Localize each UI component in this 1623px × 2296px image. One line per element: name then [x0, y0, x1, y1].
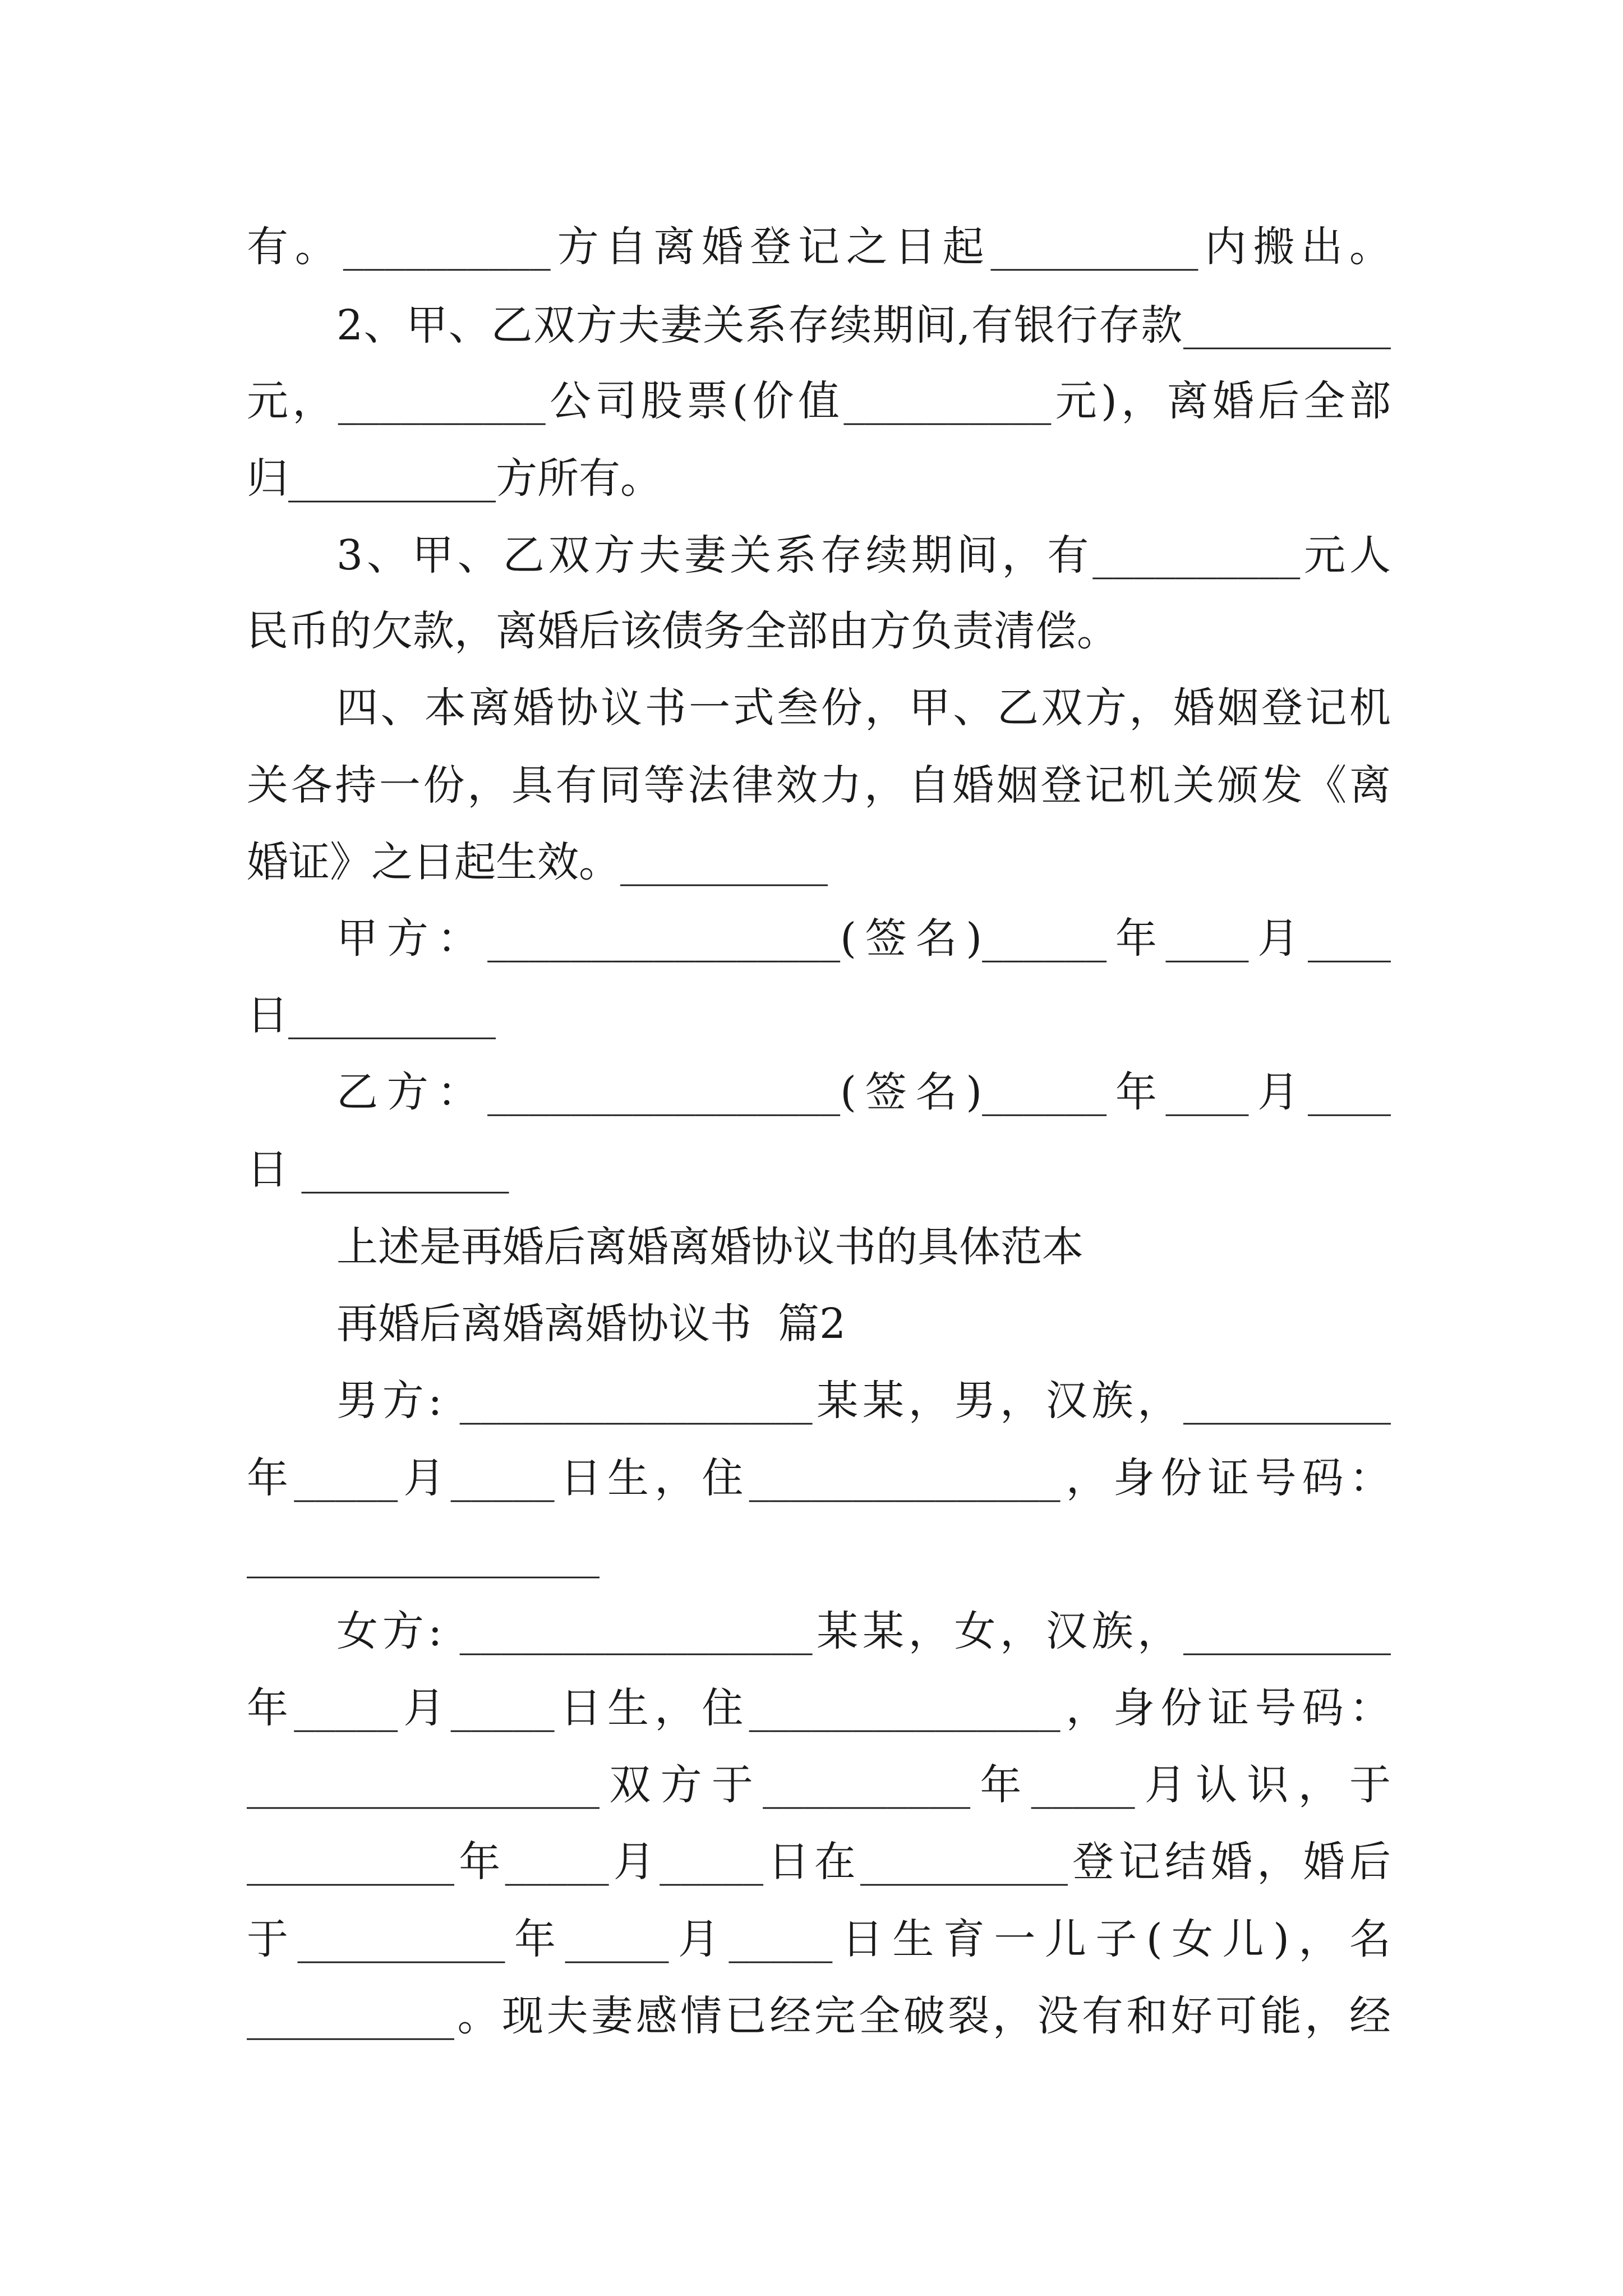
- text-line: 归__________方所有。: [247, 454, 662, 503]
- text-line: 女方: _________________某某，女，汉族，__________: [336, 1607, 1391, 1655]
- text-line: 有。__________方自离婚登记之日起__________内搬出。: [247, 223, 1391, 271]
- text-line: 关各持一份，具有同等法律效力，自婚姻登记机关颁发《离: [247, 761, 1391, 809]
- text-line: __________年_____月_____日在__________登记结婚，婚后: [247, 1838, 1391, 1886]
- text-line: 男方: _________________某某，男，汉族，__________: [336, 1377, 1391, 1425]
- text-line: 年_____月_____日生，住_______________，身份证号码：: [247, 1454, 1391, 1502]
- signature-line-party-a: 甲方：_________________(签名)______年____月____: [336, 914, 1391, 963]
- text-line: 民币的欠款，离婚后该债务全部由方负责清偿。: [247, 607, 1118, 655]
- signature-line-party-b: 乙方：_________________(签名)______年____月____: [336, 1068, 1391, 1116]
- text-line: 上述是再婚后离婚离婚协议书的具体范本: [336, 1223, 1083, 1271]
- text-line: 日__________: [247, 991, 496, 1039]
- text-line: 年_____月_____日生，住_______________，身份证号码：: [247, 1684, 1391, 1732]
- text-line: _________________双方于__________年_____月认识，于: [247, 1761, 1391, 1809]
- text-line: 2、甲、乙双方夫妻关系存续期间,有银行存款__________: [336, 301, 1391, 349]
- text-line: _________________: [247, 1530, 600, 1579]
- text-line: 婚证》之日起生效。__________: [247, 838, 828, 886]
- text-line: 于__________年_____月_____日生育一儿子(女儿)，名: [247, 1915, 1391, 1963]
- text-line: 日 __________: [247, 1145, 509, 1194]
- text-line: 四、本离婚协议书一式叁份，甲、乙双方，婚姻登记机: [336, 684, 1391, 732]
- text-line: 元，__________公司股票(价值__________元)，离婚后全部: [247, 377, 1391, 425]
- text-line: __________。现夫妻感情已经完全破裂，没有和好可能，经: [247, 1992, 1391, 2040]
- section-heading: 再婚后离婚离婚协议书 篇2: [336, 1300, 846, 1348]
- text-line: 3、甲、乙双方夫妻关系存续期间，有__________元人: [336, 531, 1391, 579]
